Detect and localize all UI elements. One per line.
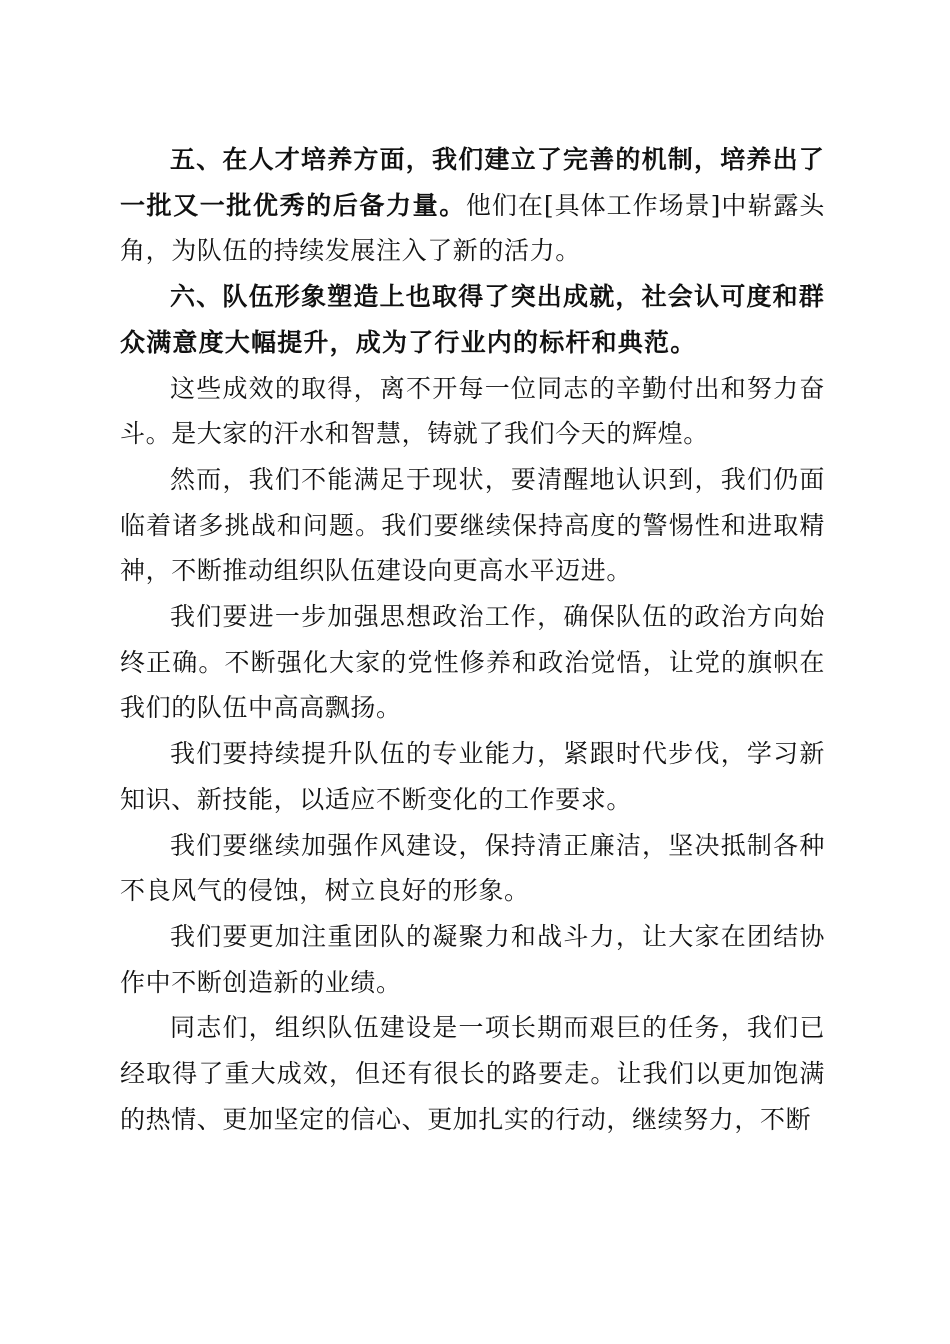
paragraph-team-cohesion xyxy=(120,914,825,1005)
paragraph-political-work xyxy=(120,594,825,731)
paragraph-text: 我们要更加注重团队的凝聚力和战斗力，让大家在团结协作中不断创造新的业绩。 xyxy=(120,921,825,997)
paragraph-text: 我们要进一步加强思想政治工作，确保队伍的政治方向始终正确。不断强化大家的党性修养和政治觉悟，让党的旗帜在我们的队伍中高高飘扬。 xyxy=(120,602,825,723)
document-body xyxy=(120,137,825,1142)
paragraph-text: 我们要继续加强作风建设，保持清正廉洁，坚决抵制各种不良风气的侵蚀，树立良好的形象。 xyxy=(120,830,825,906)
paragraph-text: 我们要持续提升队伍的专业能力，紧跟时代步伐，学习新知识、新技能，以适应不断变化的工作要求。 xyxy=(120,739,825,814)
paragraph-6-image xyxy=(120,274,825,365)
paragraph-professional-ability xyxy=(120,731,825,822)
paragraph-5-talent xyxy=(120,137,825,274)
paragraph-heading: 五、在人才培养方面，我们建立了完善的机制，培养出了一批又一批优秀的后备力量。 xyxy=(120,145,826,220)
paragraph-text: 他们在[具体工作场景]中崭露头角，为队伍的持续发展注入了新的活力。 xyxy=(120,190,825,266)
paragraph-text: 然而，我们不能满足于现状，要清醒地认识到，我们仍面临着诸多挑战和问题。我们要继续保持高度的警惕性和进取精神，不断推动组织队伍建设向更高水平迈进。 xyxy=(120,464,825,586)
paragraph-text: 这些成效的取得，离不开每一位同志的辛勤付出和努力奋斗。是大家的汗水和智慧，铸就了我们今天的辉煌。 xyxy=(120,373,825,449)
paragraph-challenges xyxy=(120,457,825,594)
paragraph-text: 同志们，组织队伍建设是一项长期而艰巨的任务，我们已经取得了重大成效，但还有很长的路要走。让我们以更加饱满的热情、更加坚定的信心、更加扎实的行动，继续努力，不断 xyxy=(120,1013,825,1134)
paragraph-heading: 六、队伍形象塑造上也取得了突出成就，社会认可度和群众满意度大幅提升，成为了行业内的标杆和典范。 xyxy=(120,282,826,357)
paragraph-work-style xyxy=(120,823,825,914)
paragraph-achievements xyxy=(120,366,825,457)
paragraph-closing xyxy=(120,1005,825,1142)
